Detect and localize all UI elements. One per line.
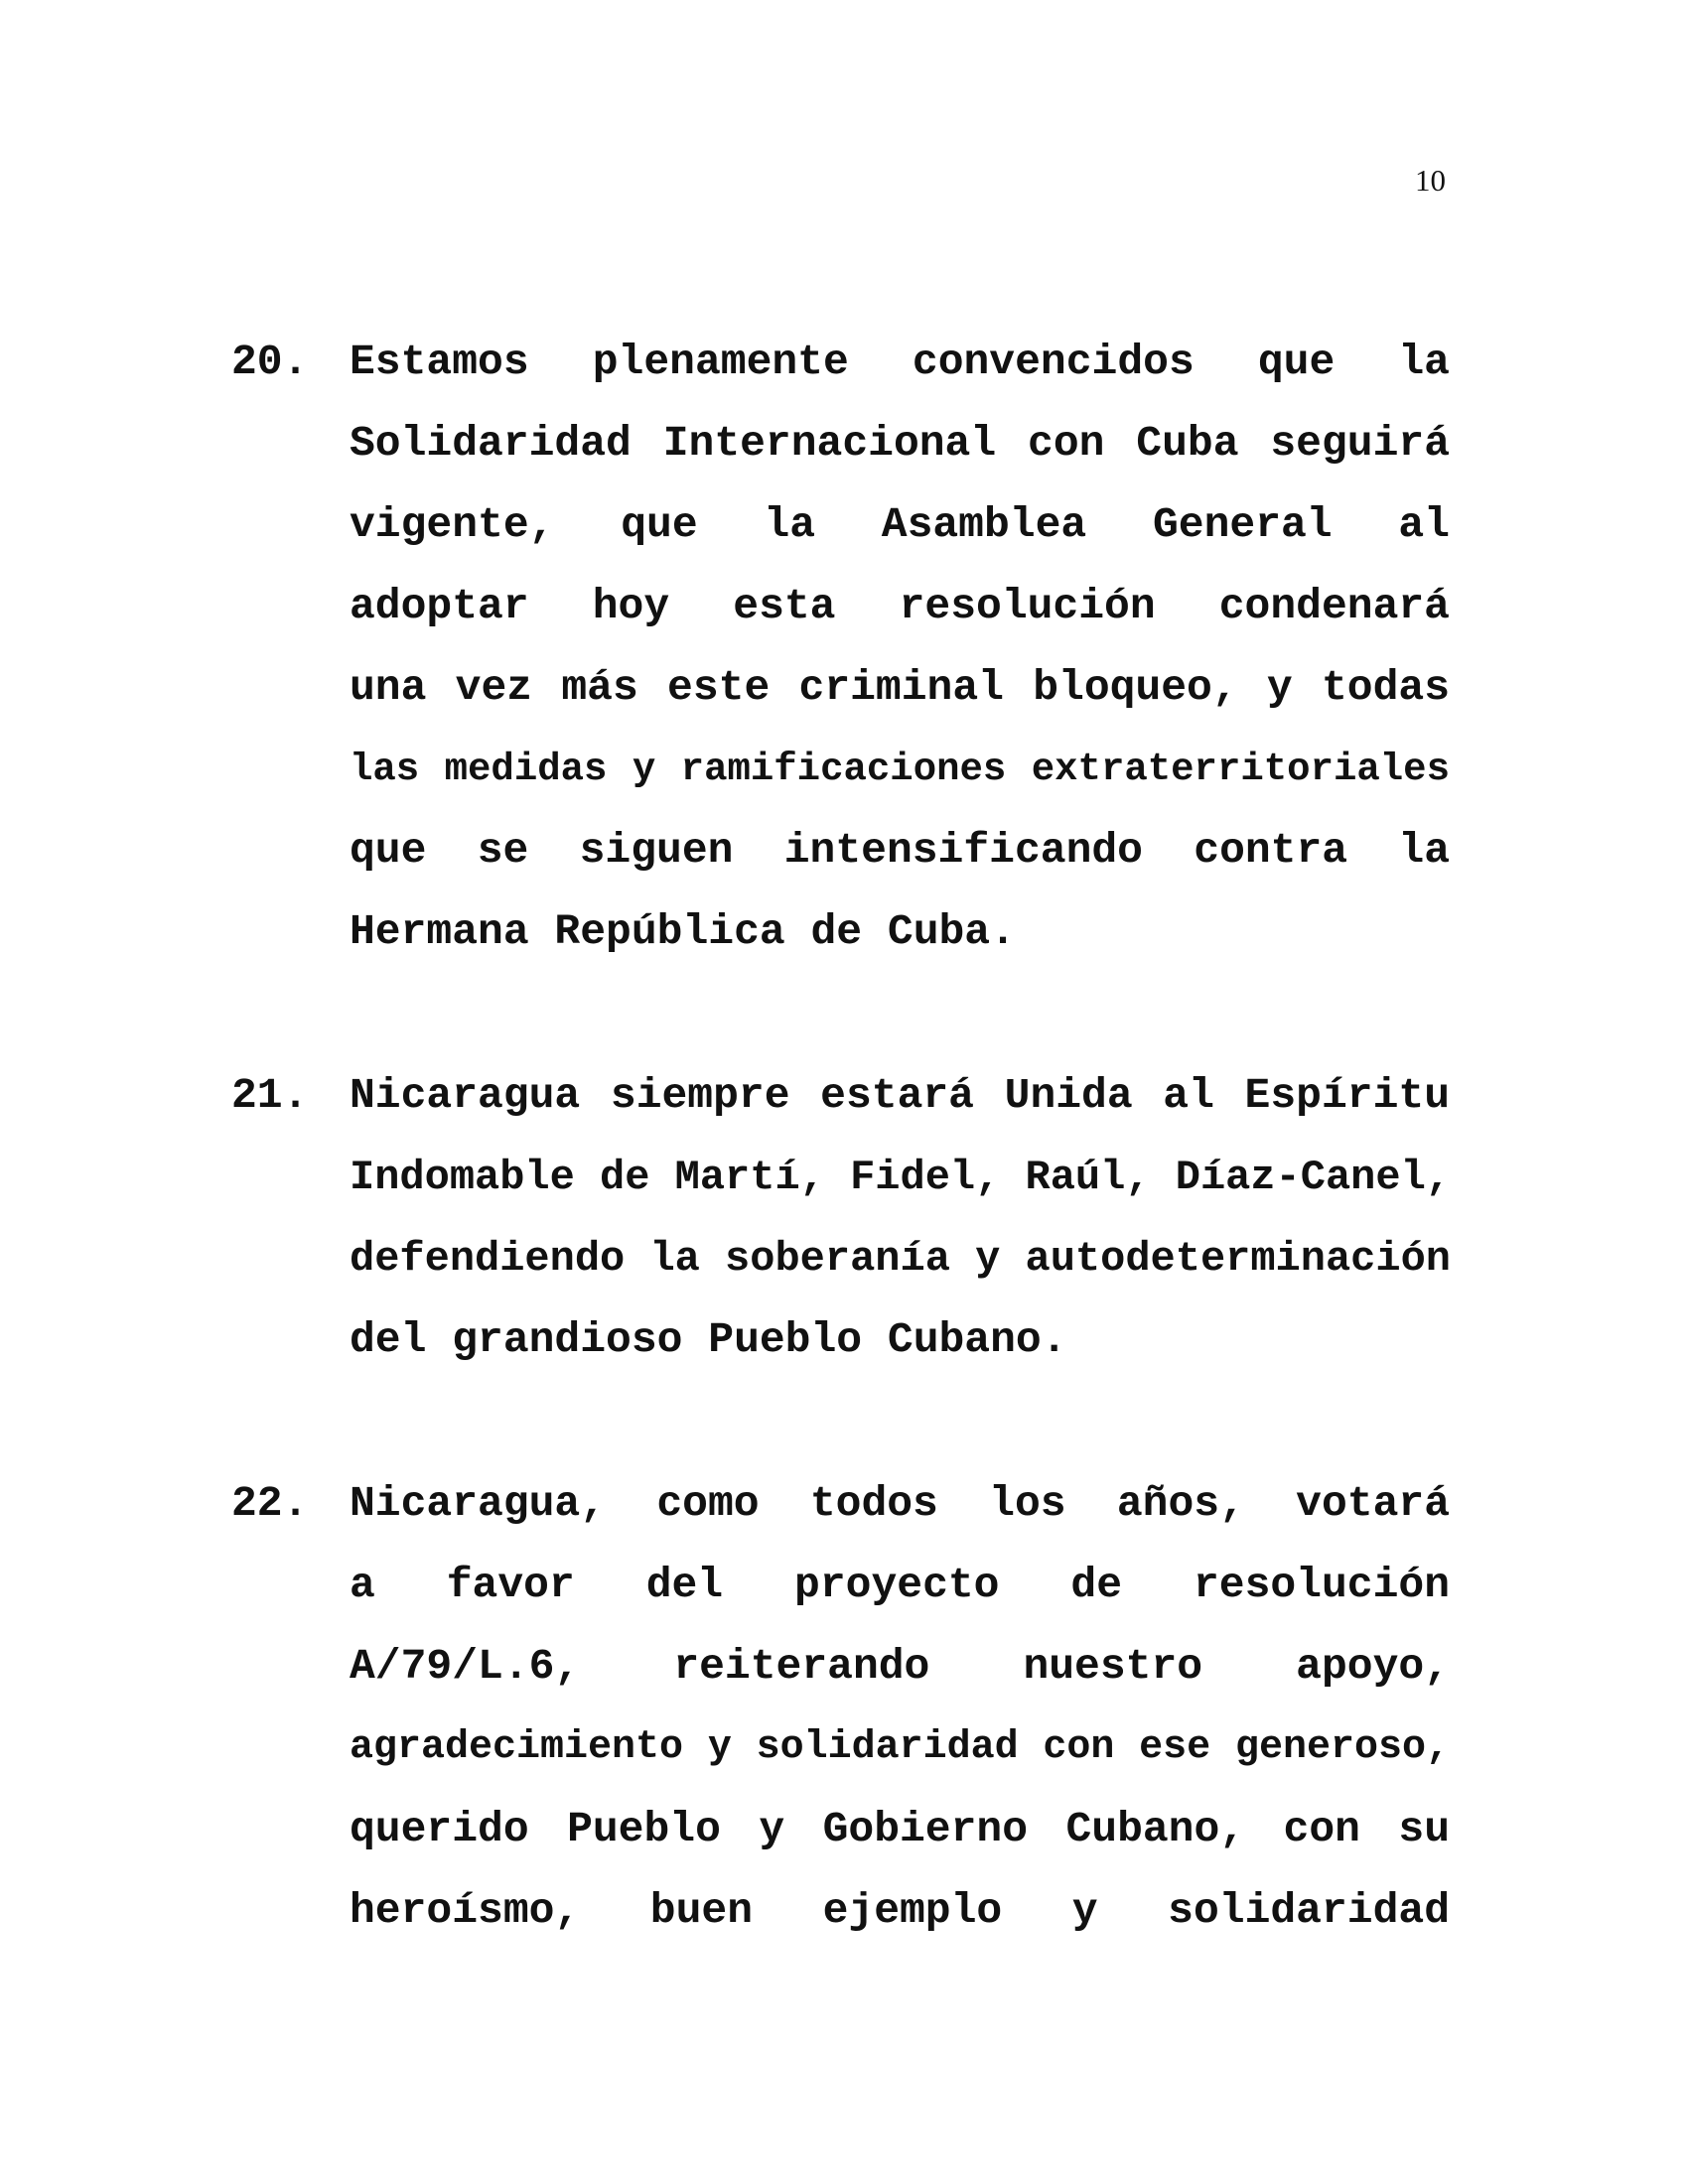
paragraph-21 <box>231 1055 1450 1381</box>
text-line: Nicaragua siempre estará Unida al Espíritu <box>350 1071 1450 1120</box>
text-line: defendiendo la soberanía y autodeterminación <box>350 1235 1451 1283</box>
paragraph-number: 20. <box>231 338 309 386</box>
text-line: querido Pueblo y Gobierno Cubano, con su <box>350 1805 1450 1853</box>
paragraph-number: 22. <box>231 1479 309 1528</box>
text-line: que se siguen intensificando contra la <box>350 826 1450 875</box>
text-line: Hermana República de Cuba. <box>350 907 1016 956</box>
paragraph-20 <box>231 322 1450 973</box>
paragraph-text <box>350 1055 1450 1381</box>
paragraph-text <box>350 1463 1450 1952</box>
text-line: a favor del proyecto de resolución <box>350 1561 1450 1609</box>
paragraph-22 <box>231 1463 1450 1952</box>
page-number: 10 <box>1415 163 1446 198</box>
text-line: del grandioso Pueblo Cubano. <box>350 1315 1067 1364</box>
text-line: adoptar hoy esta resolución condenará <box>350 582 1450 630</box>
text-line: una vez más este criminal bloqueo, y todas <box>350 663 1450 712</box>
paragraph-number: 21. <box>231 1071 309 1120</box>
text-line: las medidas y ramificaciones extraterritoriales <box>350 748 1450 791</box>
text-line: Solidaridad Internacional con Cuba seguirá <box>350 419 1450 468</box>
text-line: Indomable de Martí, Fidel, Raúl, Díaz-Canel, <box>350 1154 1451 1201</box>
text-line: agradecimiento y solidaridad con ese generoso, <box>350 1725 1450 1770</box>
text-line: Nicaragua, como todos los años, votará <box>350 1479 1450 1528</box>
text-line: vigente, que la Asamblea General al <box>350 500 1450 549</box>
paragraph-text <box>350 322 1450 973</box>
text-line: heroísmo, buen ejemplo y solidaridad <box>350 1886 1450 1935</box>
text-line: Estamos plenamente convencidos que la <box>350 338 1450 386</box>
text-line: A/79/L.6, reiterando nuestro apoyo, <box>350 1642 1450 1691</box>
